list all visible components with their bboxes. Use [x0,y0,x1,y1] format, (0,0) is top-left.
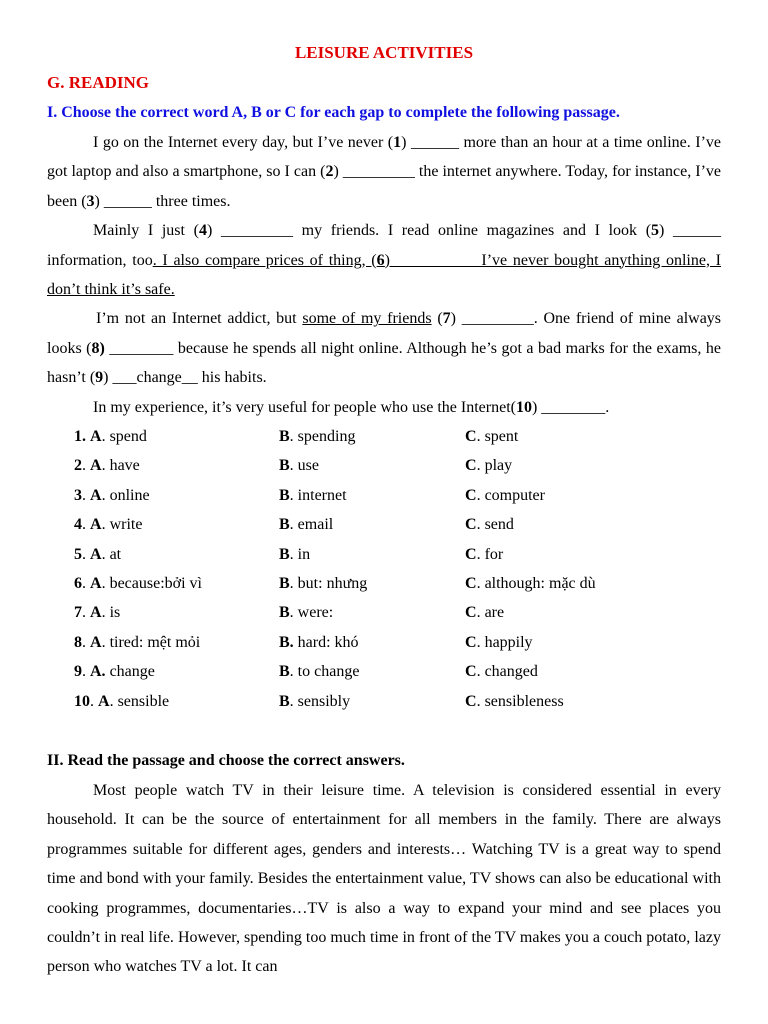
option-letter: A [90,575,102,593]
option-letter: B [279,604,290,622]
option-letter: B [279,545,290,563]
gap-number: 10 [515,398,532,416]
question-number: 1. [74,428,86,446]
option-letter: C [465,604,477,622]
option-b[interactable]: . but: nhưng [289,575,368,593]
text-run: Mainly I just ( [93,222,199,240]
option-b[interactable]: . were: [289,604,334,622]
question-number: 4 [74,516,82,534]
option-letter: B [279,575,290,593]
option-b[interactable]: . in [289,545,311,563]
option-letter: A [90,486,102,504]
option-c[interactable]: . are [476,604,505,622]
option-b[interactable]: . spending [289,428,356,446]
option-a[interactable]: . write [101,516,143,534]
option-c[interactable]: . for [476,545,504,563]
gap-number: 7 [442,310,451,328]
option-b[interactable]: . internet [289,486,347,504]
option-row: 9. A. change B. to change C. changed [74,663,538,681]
document-title: LEISURE ACTIVITIES [294,43,474,62]
option-row: 4. A. write B. email C. send [74,516,514,534]
answer-options-list [47,422,721,716]
option-letter: A [90,545,102,563]
option-c[interactable]: . although: mặc dù [476,575,596,593]
option-row [47,422,721,451]
underlined-text: . I also compare prices of thing, (6) __________ I’ve never bought anything online, I don’t think it’s safe. [47,251,722,299]
option-letter: A [98,692,110,710]
option-a[interactable]: . is [101,604,121,622]
option-c[interactable]: . changed [476,663,538,681]
option-c[interactable]: . play [476,457,513,475]
underlined-text: some of my friends [302,310,432,328]
option-letter: C [465,457,477,475]
part2-paragraph: Most people watch TV in their leisure time. A television is considered essential in every household. It can be the source of entertainment for all members in the family. There are always programmes suitable for different ages, genders and interests… Watching TV is a great way to spend time and bond with your family. Besides the entertainment value, TV shows can also be educational with cooking programmes, documentaries…TV is also a way to expand your mind and see places you couldn’t in real life. However, spending too much time in front of the TV makes you a couch potato, lazy person who watches TV a lot. It can [47,781,721,976]
question-number: 10 [74,692,90,710]
text-run: ) ________. [531,398,610,416]
text-run: In my experience, it’s very useful for people who use the Internet( [93,398,516,416]
option-letter: C [465,633,477,651]
option-letter: A [90,516,102,534]
option-a[interactable]: change [105,663,155,681]
option-c[interactable]: . computer [476,486,545,504]
option-b[interactable]: . sensibly [289,692,351,710]
option-row: 10. A. sensible B. sensibly C. sensibleness [74,692,564,710]
text-run: ) ___change__ his habits. [103,369,267,387]
option-letter: C [465,486,477,504]
option-b[interactable]: hard: khó [293,633,359,651]
option-letter: C [465,428,477,446]
text-run: ________ because he spends all night online. Although he’s got a bad marks for the exams, he hasn’t ( [47,339,721,387]
option-a[interactable]: . online [101,486,150,504]
gap-number: 3 [86,192,95,210]
passage-paragraph-3 [47,304,721,392]
option-c[interactable]: . spent [476,428,519,446]
option-row: 5. A. at B. in C. for [74,545,504,563]
gap-number: 4 [198,222,207,240]
question-number: 9 [74,663,82,681]
text-run: ) _________ the internet anywhere. Today, for instance, I’ve been ( [47,163,721,210]
option-c[interactable]: . happily [476,633,533,651]
option-a[interactable]: . tired: mệt mỏi [101,633,201,651]
option-letter: A [90,428,102,446]
question-number: 3 [74,486,82,504]
gap-number: 2 [325,163,334,181]
text-run: ) ______ three times. [94,192,231,210]
option-row: 6. A. because:bởi vì B. but: nhưng C. although: mặc dù [74,575,596,593]
option-b[interactable]: . use [289,457,319,475]
option-a[interactable]: . at [101,545,122,563]
text-run: I go on the Internet every day, but I’ve never ( [93,134,394,151]
option-letter: C [465,545,477,563]
option-letter: A [90,604,102,622]
text-run: ) ______ more than an hour at a time online. I’ve got laptop and also a smartphone, so I can ( [47,134,722,181]
option-letter: C [465,663,477,681]
option-letter: B. [279,633,294,651]
option-a[interactable]: . spend [101,428,147,446]
option-row: 7. A. is B. were: C. are [74,604,505,622]
option-letter: A. [90,663,106,681]
option-row: 3. A. online B. internet C. computer [74,486,545,504]
gap-number: 6 [376,251,385,269]
question-number: 7 [74,604,82,622]
gap-number: 8) [91,339,105,357]
option-letter: B [279,516,290,534]
gap-number: 5 [651,222,660,240]
section-heading: G. READING [47,73,150,92]
option-a[interactable]: . because:bởi vì [101,575,202,593]
option-letter: A [90,457,102,475]
passage-paragraph-1 [47,128,721,216]
option-letter: B [279,486,290,504]
option-a[interactable]: . have [101,457,140,475]
option-b[interactable]: . email [289,516,334,534]
gap-number: 9 [95,369,104,387]
option-letter: C [465,516,477,534]
option-a[interactable]: . sensible [109,692,170,710]
part2-instruction: II. Read the passage and choose the correct answers. [47,751,405,769]
gap-number: 1 [393,134,402,151]
question-number: 6 [74,575,82,593]
question-number: 5 [74,545,82,563]
option-b[interactable]: . to change [289,663,360,681]
option-letter: B [279,457,290,475]
question-number: 8 [74,633,82,651]
option-letter: C [465,692,477,710]
option-c[interactable]: . send [476,516,514,534]
option-letter: B [279,663,290,681]
option-letter: C [465,575,477,593]
option-letter: B [279,428,290,446]
text-run: ) _________ my friends. I read online magazines and I look ( [206,222,652,240]
text-run: ( [431,310,443,328]
text-run: ) _________. One friend of mine always looks ( [47,310,722,357]
part1-instruction: I. Choose the correct word A, B or C for each gap to complete the following passage. [47,104,620,121]
passage-paragraph-2 [47,216,721,304]
option-row: 8. A. tired: mệt mỏi B. hard: khó C. happily [74,633,533,651]
text-run: ) ______ information, too [47,222,722,269]
option-c[interactable]: . sensibleness [476,692,564,710]
passage-paragraph-4 [47,393,721,422]
option-letter: B [279,692,290,710]
text-run: I’m not an Internet addict, but [96,310,303,328]
option-letter: A [90,633,102,651]
option-row: 2. A. have B. use C. play [74,457,513,475]
question-number: 2 [74,457,82,475]
